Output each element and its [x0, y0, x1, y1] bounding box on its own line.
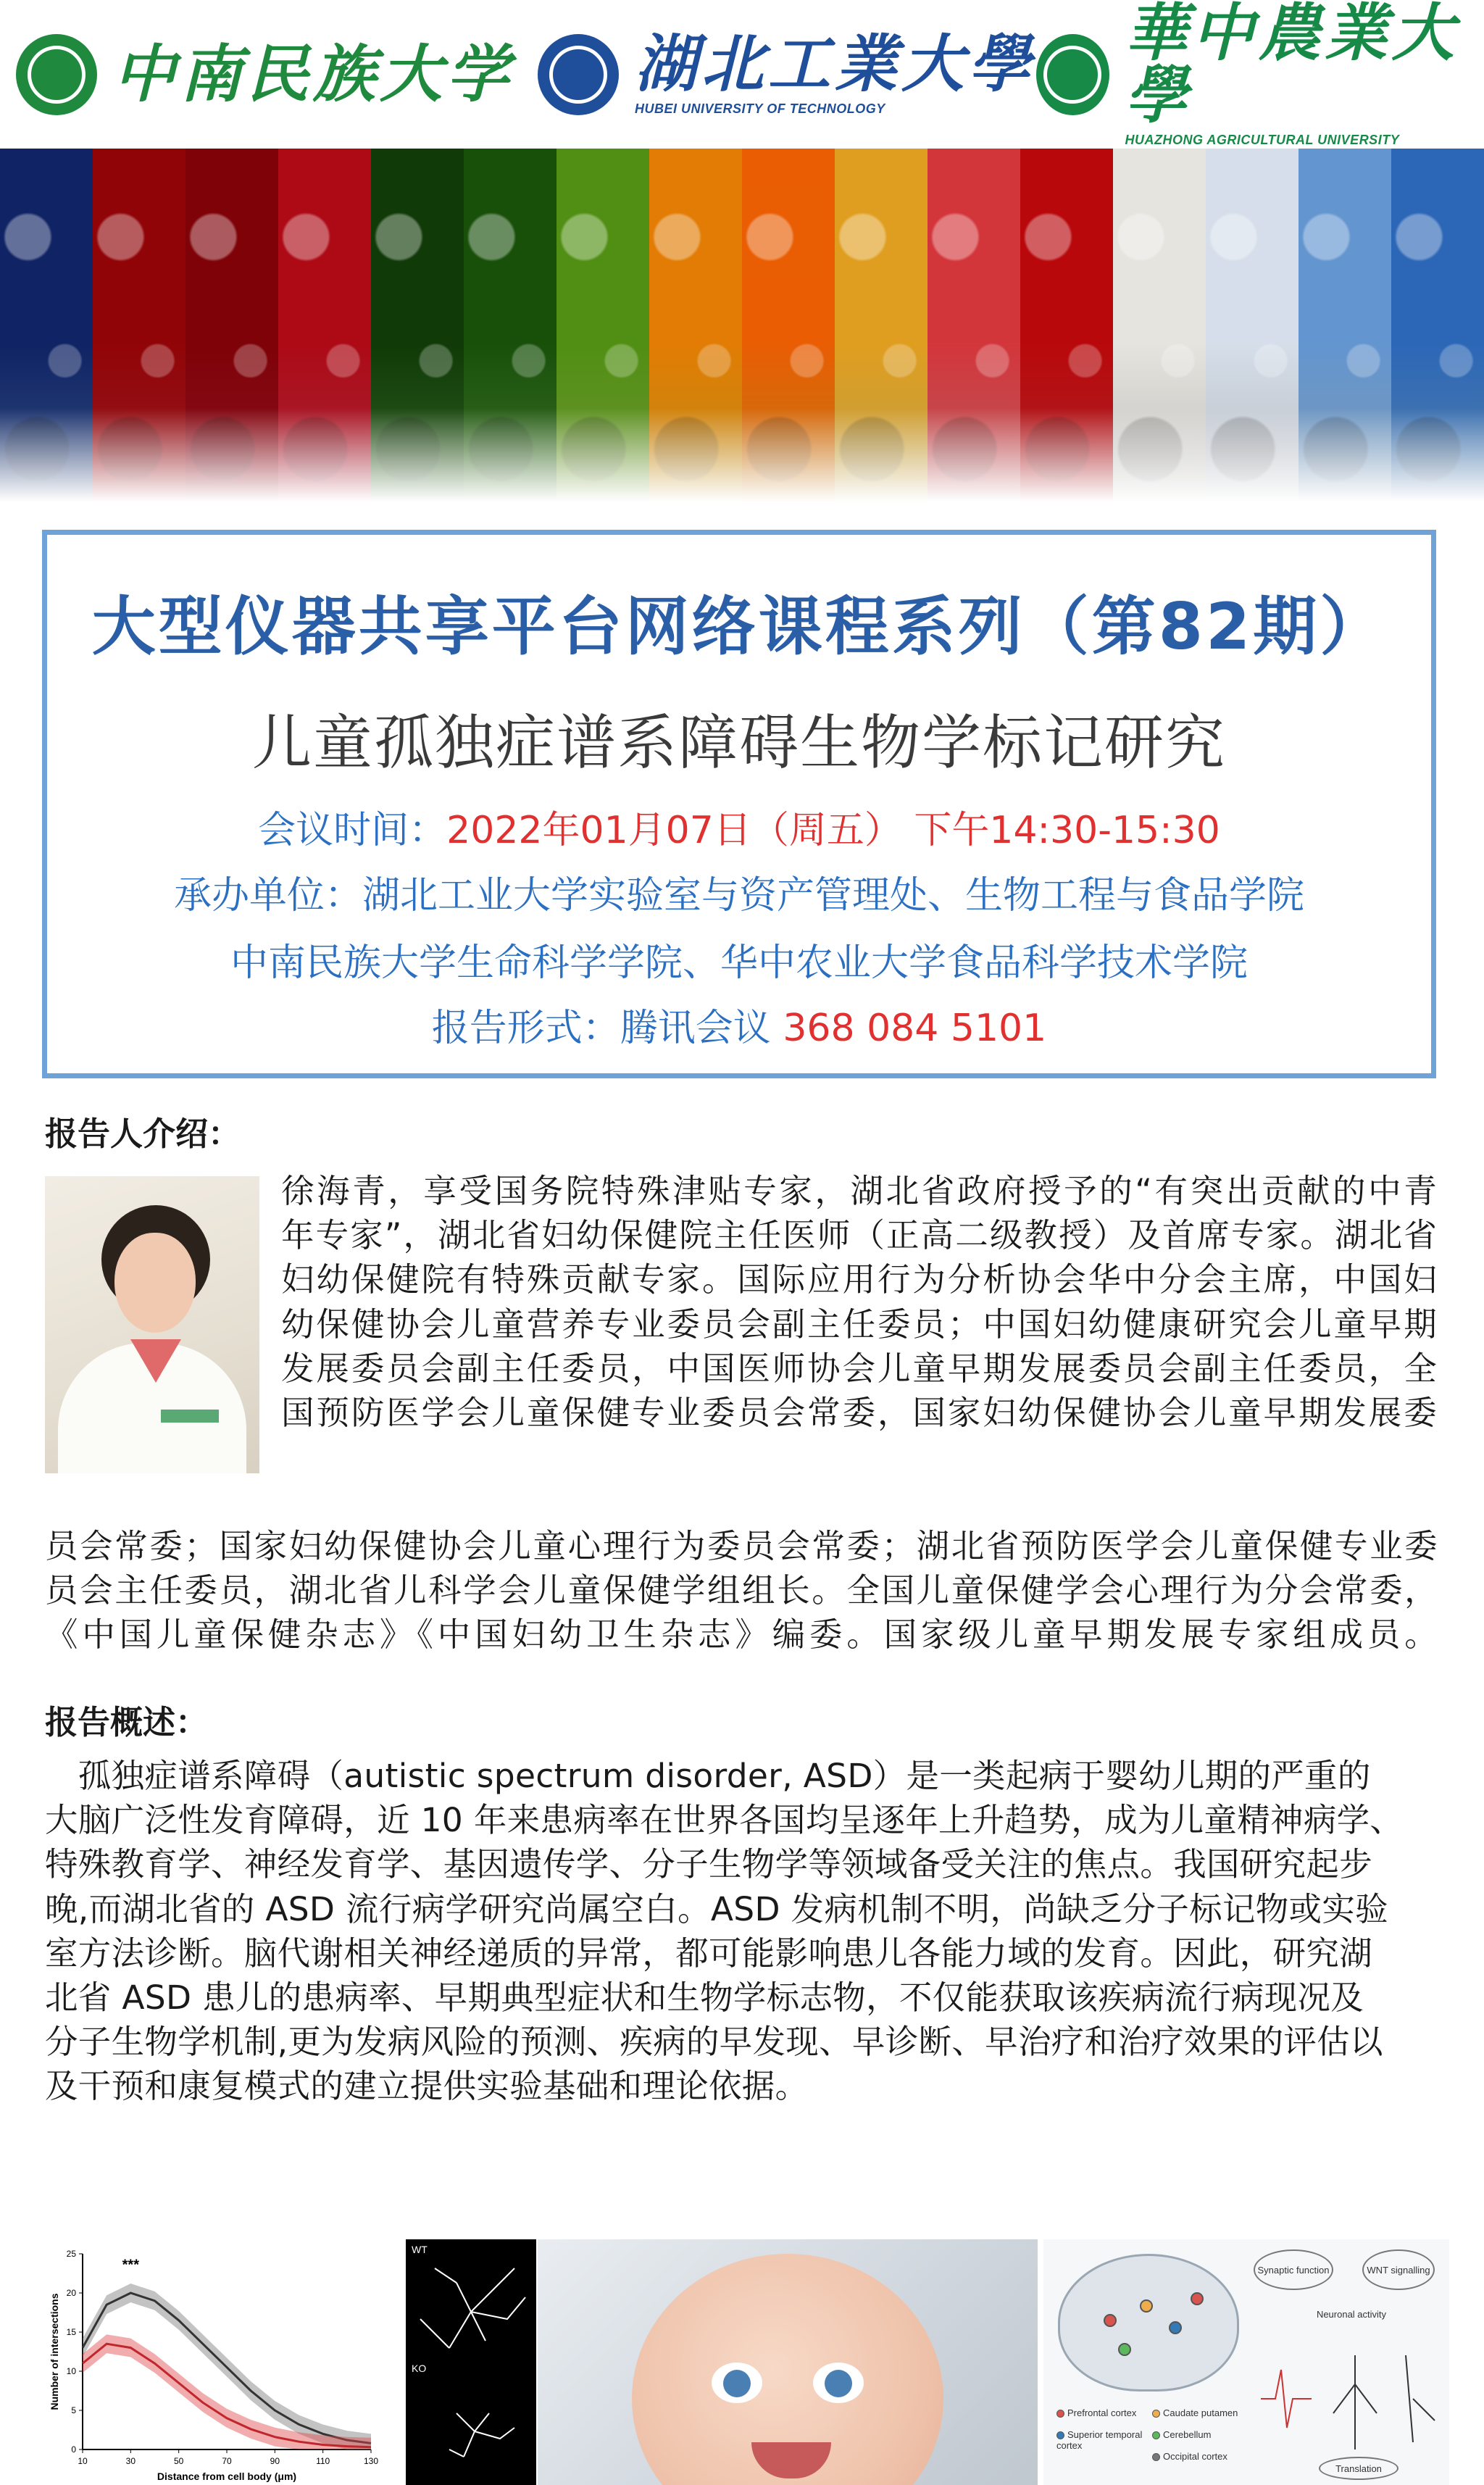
meeting-time-value: 2022年01月07日（周五） 下午14:30-15:30: [446, 809, 1220, 852]
meeting-format-label: 报告形式：腾讯会议: [431, 1007, 783, 1050]
university-seal-icon: [538, 34, 619, 115]
meeting-format: [47, 997, 1431, 1052]
neuron-pathway-lines: [1246, 2326, 1449, 2457]
logo-huazhong-agri: [1036, 0, 1484, 147]
abstract-line: 特殊教育学、神经发育学、基因遗传学、分子生物学等领域备受关注的焦点。我国研究起步: [45, 1845, 1373, 1884]
university-name: 中南民族大学: [113, 38, 513, 111]
abstract-line: 晚,而湖北省的 ASD 流行病学研究尚属空白。ASD 发病机制不明，尚缺乏分子标记物或实验: [45, 1889, 1388, 1928]
series-title: 大型仪器共享平台网络课程系列（第82期）: [91, 589, 1387, 664]
university-seal-icon: [1036, 34, 1109, 115]
talk-title: 儿童孤独症谱系障碍生物学标记研究: [251, 709, 1226, 778]
x-axis-label: Distance from cell body (μm): [157, 2471, 297, 2482]
x-tick-label: 70: [222, 2456, 232, 2466]
x-tick-label: 50: [173, 2456, 184, 2466]
x-tick-label: 110: [316, 2456, 330, 2466]
logo-south-central-minzu: [16, 28, 513, 122]
y-tick-label: 25: [66, 2249, 76, 2259]
neuron-morphology-figure: [406, 2239, 536, 2485]
meeting-time-label: 会议时间：: [258, 809, 447, 852]
x-tick-label: 130: [363, 2456, 379, 2466]
chart-svg: [45, 2239, 385, 2485]
pathway-node: Synaptic function: [1254, 2249, 1333, 2290]
university-name-en: HUBEI UNIVERSITY OF TECHNOLOGY: [635, 101, 885, 116]
brain-legend-item: Cerebellum: [1152, 2429, 1211, 2440]
y-tick-label: 15: [66, 2327, 76, 2337]
bio-line: 妇幼保健院有特殊贡献专家。国际应用行为分析协会华中分会主席，中国妇: [281, 1260, 1437, 1299]
university-name: 華中農業大學: [1125, 0, 1459, 132]
x-tick-label: 30: [125, 2456, 136, 2466]
speaker-heading: 报告人介绍：: [45, 1115, 241, 1153]
brain-regions-figure: [1043, 2239, 1449, 2485]
event-title-box: [42, 530, 1436, 1078]
x-tick-label: 10: [78, 2456, 88, 2466]
bio-line: 国预防医学会儿童保健专业委员会常委，国家妇幼保健协会儿童早期发展委: [281, 1393, 1437, 1432]
brain-legend-item: Prefrontal cortex: [1056, 2407, 1136, 2418]
abstract-line: 北省 ASD 患儿的患病率、早期典型症状和生物学标志物，不仅能获取该疾病流行病现况及: [45, 1978, 1364, 2017]
abstract-text: [45, 1754, 1438, 2109]
university-name-en: HUAZHONG AGRICULTURAL UNIVERSITY: [1125, 132, 1400, 147]
speaker-bio-top: [281, 1169, 1437, 1435]
university-logos: [0, 0, 1484, 149]
bio-line: 发展委员会副主任委员，中国医师协会儿童早期发展委员会副主任委员，全: [281, 1349, 1437, 1388]
bio-line: 员会常委；国家妇幼保健协会儿童心理行为委员会常委；湖北省预防医学会儿童保健专业委: [45, 1527, 1438, 1565]
brain-legend-item: Superior temporal cortex: [1056, 2429, 1143, 2451]
brain-diagram-icon: [1058, 2254, 1239, 2392]
significance-annotation: ***: [122, 2257, 140, 2273]
figure-strip: [0, 2239, 1484, 2485]
baby-photo: [538, 2239, 1038, 2485]
y-tick-label: 20: [66, 2288, 76, 2298]
y-tick-label: 10: [66, 2366, 76, 2376]
pathway-node: Neuronal activity: [1316, 2308, 1387, 2320]
x-tick-label: 90: [270, 2456, 280, 2466]
abstract-line: 大脑广泛性发育障碍，近 10 年来患病率在世界各国均呈逐年上升趋势，成为儿童精神病学、: [45, 1801, 1404, 1840]
abstract-line: 孤独症谱系障碍（autistic spectrum disorder, ASD）是一类起病于婴幼儿期的严重的: [45, 1757, 1371, 1795]
brain-legend-item: Caudate putamen: [1152, 2407, 1238, 2418]
pathway-node: WNT signalling: [1362, 2249, 1435, 2290]
fruit-pill-banner: [0, 149, 1484, 502]
abstract-line: 及干预和康复模式的建立提供实验基础和理论依据。: [45, 2067, 809, 2106]
bio-line: 幼保健协会儿童营养专业委员会副主任委员；中国妇幼健康研究会儿童早期: [281, 1304, 1437, 1344]
abstract-line: 室方法诊断。脑代谢相关神经递质的异常，都可能影响患儿各能力域的发育。因此，研究湖: [45, 1934, 1373, 1973]
y-tick-label: 5: [71, 2405, 76, 2415]
speaker-bio-bottom: [45, 1524, 1438, 1657]
bio-line: 年专家”，湖北省妇幼保健院主任医师（正高二级教授）及首席专家。湖北省: [281, 1216, 1437, 1255]
neuron-label-ko: KO: [412, 2363, 427, 2374]
organizer-line-2: 中南民族大学生命科学学院、华中农业大学食品科学技术学院: [230, 941, 1248, 985]
sholl-analysis-chart: [45, 2239, 385, 2485]
y-axis-label: Number of intersections: [49, 2293, 60, 2410]
bio-line: 徐海青，享受国务院特殊津贴专家，湖北省政府授予的“有突出贡献的中青: [281, 1172, 1437, 1210]
university-seal-icon: [16, 34, 97, 115]
pathway-node: Translation: [1319, 2457, 1398, 2480]
speaker-photo: [45, 1176, 259, 1473]
meeting-id: 368 084 5101: [783, 1007, 1047, 1050]
organizer-line-1: 承办单位：湖北工业大学实验室与资产管理处、生物工程与食品学院: [173, 874, 1304, 917]
bio-line: 员会主任委员，湖北省儿科学会儿童保健学组组长。全国儿童保健学会心理行为分会常委，: [45, 1571, 1438, 1610]
abstract-heading: 报告概述：: [45, 1703, 209, 1741]
meeting-time: [47, 799, 1431, 854]
neuron-label-wt: WT: [412, 2244, 428, 2255]
brain-legend-item: Occipital cortex: [1152, 2451, 1227, 2462]
bio-line: 《中国儿童保健杂志》《中国妇幼卫生杂志》编委。国家级儿童早期发展专家组成员。: [45, 1615, 1438, 1654]
abstract-line: 分子生物学机制,更为发病风险的预测、疾病的早发现、早诊断、早治疗和治疗效果的评估以: [45, 2023, 1383, 2062]
y-tick-label: 0: [71, 2444, 76, 2455]
university-name: 湖北工業大學: [635, 27, 1035, 101]
logo-hubei-tech: [538, 28, 1035, 122]
